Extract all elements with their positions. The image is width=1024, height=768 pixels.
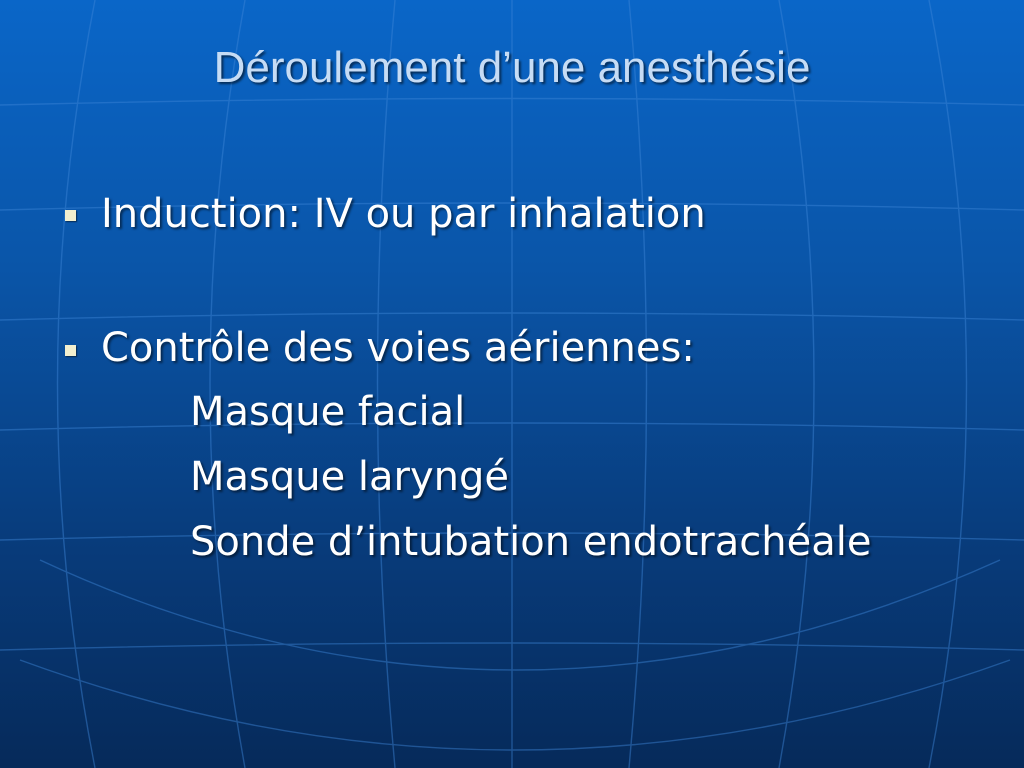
- bullet-text: Induction: IV ou par inhalation: [101, 191, 706, 237]
- bullet-text: Contrôle des voies aériennes:: [101, 325, 695, 371]
- slide-title: Déroulement d’une anesthésie: [213, 43, 811, 92]
- sub-item-text: Masque laryngé: [190, 454, 510, 500]
- square-bullet-icon: [65, 210, 76, 221]
- sub-item-text: Sonde d’intubation endotrachéale: [190, 519, 872, 565]
- square-bullet-icon: [65, 345, 76, 356]
- sub-item-text: Masque facial: [190, 389, 466, 435]
